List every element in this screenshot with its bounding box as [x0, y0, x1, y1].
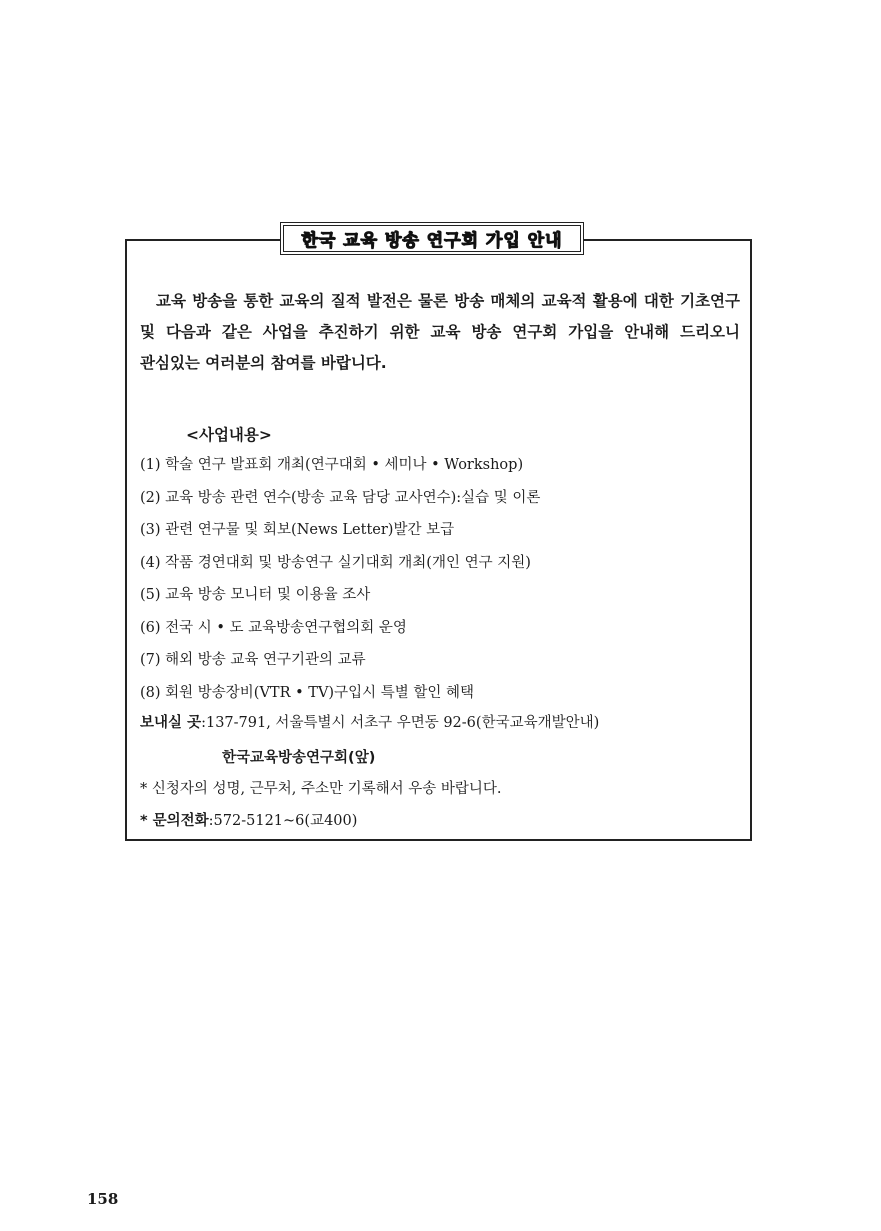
page-number: 158 — [87, 1190, 119, 1208]
list-item: (8) 회원 방송장비(VTR • TV)구입시 특별 할인 혜택 — [140, 684, 474, 701]
note-applicant — [140, 777, 502, 801]
address-label: 보내실 곳 — [140, 715, 202, 731]
title-box — [280, 222, 584, 255]
section-heading: <사업내용> — [186, 426, 272, 444]
mailing-address — [140, 711, 599, 735]
recipient-name: 한국교육방송연구회(앞) — [222, 750, 376, 766]
title-inner-frame — [283, 225, 581, 252]
list-item: (7) 해외 방송 교육 연구기관의 교류 — [140, 652, 366, 668]
note-inquiry-text: :572-5121~6(교400) — [208, 813, 358, 829]
note-applicant-text: * 신청자의 성명, 근무처, 주소만 기록해서 우송 바랍니다. — [140, 781, 502, 797]
note-inquiry — [140, 809, 357, 833]
note-inquiry-label: * 문의전화 — [140, 813, 209, 829]
list-item: (6) 전국 시 • 도 교육방송연구협의회 운영 — [140, 619, 407, 636]
list-item: (3) 관련 연구물 및 회보(News Letter)발간 보급 — [140, 522, 455, 538]
list-item: (5) 교육 방송 모니터 및 이용율 조사 — [140, 587, 371, 603]
address-value: :137-791, 서울특별시 서초구 우면동 92-6(한국교육개발안내) — [201, 715, 600, 731]
list-item: (2) 교육 방송 관련 연수(방송 교육 담당 교사연수):실습 및 이론 — [140, 489, 541, 506]
business-items-list — [140, 453, 540, 713]
list-item: (4) 작품 경연대회 및 방송연구 실기대회 개최(개인 연구 지원) — [140, 554, 531, 571]
intro-paragraph: 교육 방송을 통한 교육의 질적 발전은 물론 방송 매체의 교육적 활용에 대한 기초연구 및 다음과 같은 사업을 추진하기 위한 교육 방송 연구회 가입을 안내해 드리오니 관심있는 여러분의 참여를 바랍니다. — [140, 292, 740, 372]
notice-title: 한국 교육 방송 연구회 가입 안내 — [301, 231, 563, 251]
list-item: (1) 학술 연구 발표회 개최(연구대회 • 세미나 • Workshop) — [140, 457, 524, 473]
